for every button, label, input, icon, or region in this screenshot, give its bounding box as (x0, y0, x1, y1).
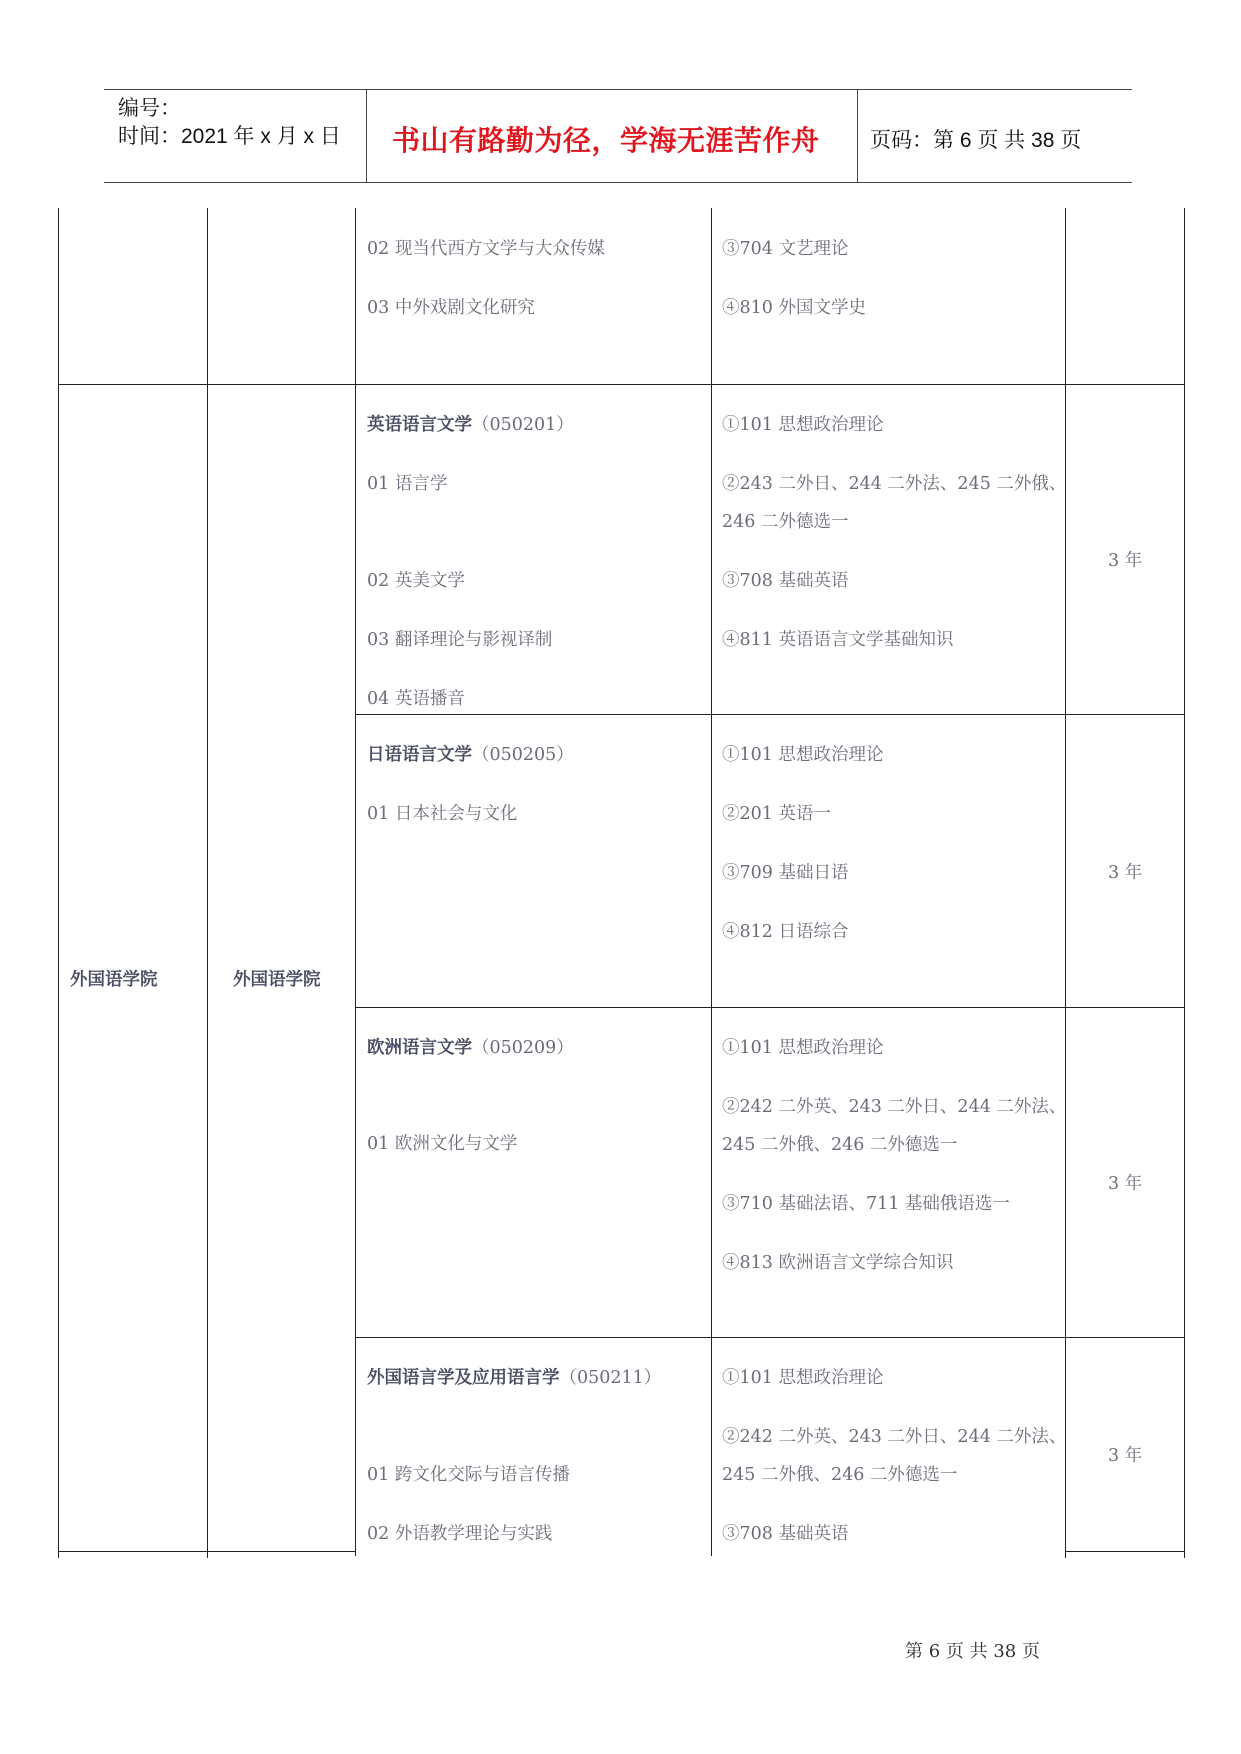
header-divider-right (857, 89, 858, 182)
major-code: （050205） (472, 745, 574, 765)
table-bottom-right (1065, 1551, 1185, 1552)
exam-item: ③710 基础法语、711 基础俄语选一 (722, 1194, 1010, 1214)
direction-item: 02 现当代西方文学与大众传媒 (367, 239, 605, 259)
major-name: 英语语言文学 (367, 415, 472, 435)
exam-item: 245 二外俄、246 二外德选一 (722, 1135, 958, 1155)
table-col-divider-3 (711, 208, 712, 1556)
exam-item: ④811 英语语言文学基础知识 (722, 630, 954, 650)
direction-item: 02 英美文学 (367, 571, 465, 591)
exam-item: 245 二外俄、246 二外德选一 (722, 1465, 958, 1485)
major-name: 欧洲语言文学 (367, 1038, 472, 1058)
footer-page-number: 第 6 页 共 38 页 (905, 1641, 1040, 1662)
exam-item: 246 二外德选一 (722, 512, 849, 532)
major-title (367, 1364, 661, 1389)
table-col-divider-2 (355, 208, 356, 1556)
direction-item: 01 日本社会与文化 (367, 804, 518, 824)
exam-item: ③704 文艺理论 (722, 239, 849, 259)
table-row-divider-3 (355, 1007, 1184, 1008)
direction-item: 03 中外戏剧文化研究 (367, 298, 535, 318)
exam-item: ①101 思想政治理论 (722, 745, 884, 765)
major-code: （050211） (559, 1368, 662, 1388)
major-name: 日语语言文学 (367, 745, 472, 765)
major-title (367, 411, 574, 436)
header-top-rule (104, 89, 1132, 90)
exam-item: ②242 二外英、243 二外日、244 二外法、 (722, 1427, 1067, 1447)
exam-item: ②201 英语一 (722, 804, 831, 824)
department-name: 外国语学院 (233, 970, 321, 990)
direction-item: 01 欧洲文化与文学 (367, 1134, 518, 1154)
header-page-label: 页码：第 6 页 共 38 页 (870, 129, 1082, 152)
exam-item: ③709 基础日语 (722, 863, 849, 883)
exam-item: ③708 基础英语 (722, 571, 849, 591)
study-duration: 3 年 (1108, 1446, 1143, 1466)
major-code: （050209） (472, 1038, 574, 1058)
table-row-divider-top (58, 384, 1184, 385)
table-bottom-left (58, 1551, 356, 1552)
major-name: 外国语言学及应用语言学 (367, 1368, 560, 1388)
direction-item: 02 外语教学理论与实践 (367, 1524, 553, 1544)
header-time-label: 时间：2021 年 x 月 x 日 (118, 125, 341, 148)
major-title (367, 741, 574, 766)
study-duration: 3 年 (1108, 551, 1143, 571)
exam-item: ④812 日语综合 (722, 922, 849, 942)
exam-item: ②242 二外英、243 二外日、244 二外法、 (722, 1097, 1067, 1117)
exam-item: ④813 欧洲语言文学综合知识 (722, 1253, 954, 1273)
direction-item: 03 翻译理论与影视译制 (367, 630, 553, 650)
exam-item: ①101 思想政治理论 (722, 1038, 884, 1058)
header-motto: 书山有路勤为径，学海无涯苦作舟 (392, 124, 820, 157)
exam-item: ③708 基础英语 (722, 1524, 849, 1544)
table-border-right (1184, 208, 1185, 1558)
table-row-divider-4 (355, 1337, 1184, 1338)
exam-item: ①101 思想政治理论 (722, 415, 884, 435)
exam-item: ②243 二外日、244 二外法、245 二外俄、 (722, 474, 1067, 494)
header-divider-left (366, 89, 367, 182)
table-col-divider-4 (1065, 208, 1066, 1558)
table-row-divider-2 (355, 714, 1184, 715)
major-code: （050201） (472, 415, 574, 435)
exam-item: ①101 思想政治理论 (722, 1368, 884, 1388)
header-number-label: 编号： (118, 97, 181, 120)
header-bottom-rule (104, 182, 1132, 183)
study-duration: 3 年 (1108, 1174, 1143, 1194)
direction-item: 01 跨文化交际与语言传播 (367, 1465, 570, 1485)
study-duration: 3 年 (1108, 863, 1143, 883)
table-col-divider-1 (207, 208, 208, 1558)
direction-item: 04 英语播音 (367, 689, 465, 709)
major-title (367, 1034, 574, 1059)
exam-item: ④810 外国文学史 (722, 298, 866, 318)
direction-item: 01 语言学 (367, 474, 448, 494)
college-name: 外国语学院 (70, 970, 158, 990)
table-border-left (58, 208, 59, 1558)
